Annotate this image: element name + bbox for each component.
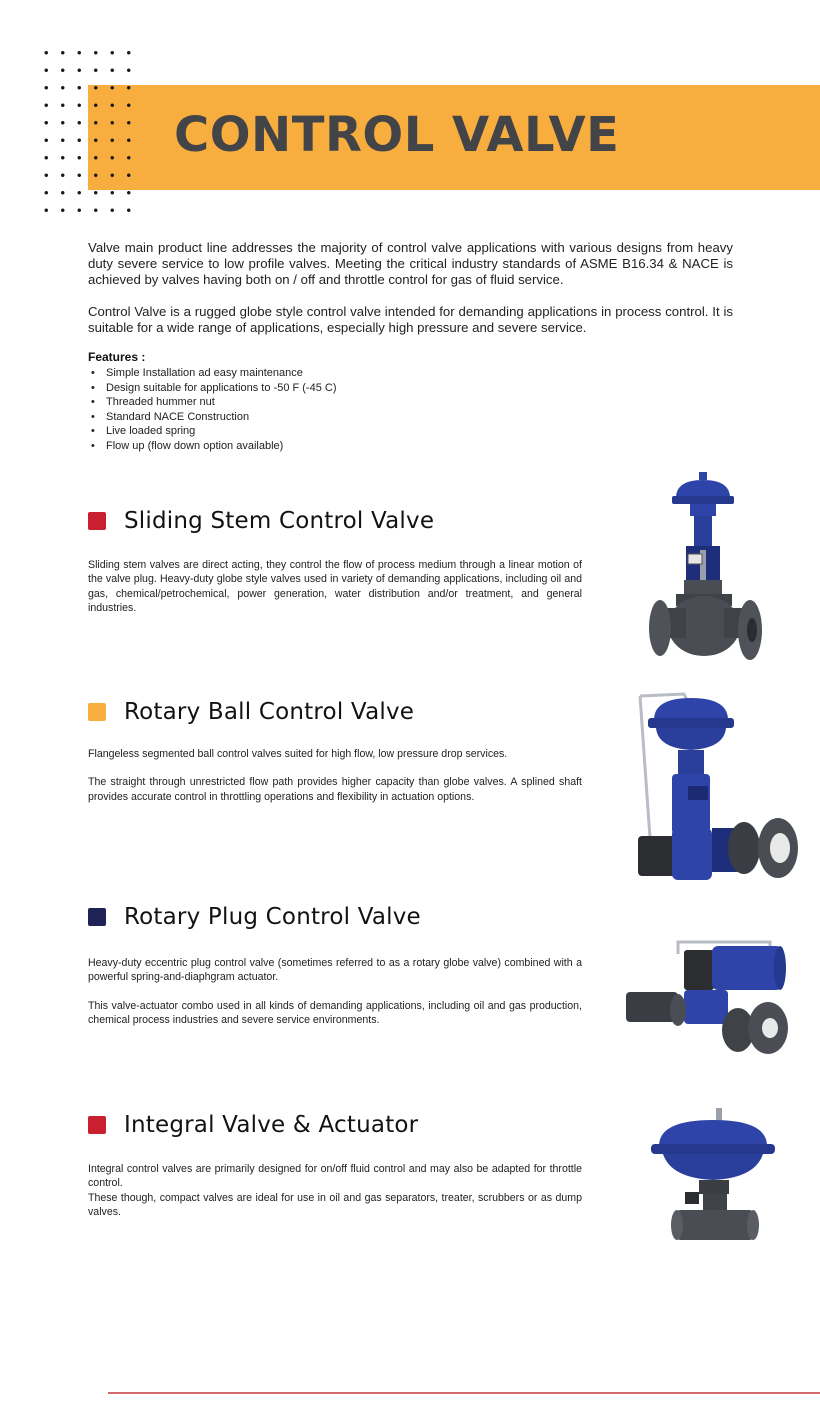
- section-text: Integral control valves are primarily designed for on/off fluid control and may also be adapted for throttle control.: [88, 1163, 582, 1190]
- feature-item: • Standard NACE Construction: [88, 410, 337, 425]
- section-marker: [88, 1116, 106, 1134]
- intro-paragraph-2: Control Valve is a rugged globe style control valve intended for demanding applications in process control. It is suitable for a wide range of applications, especially high pressure and severe service.: [88, 304, 733, 335]
- dot-grid-decoration: [38, 44, 142, 224]
- feature-item: • Threaded hummer nut: [88, 395, 337, 410]
- rotary-plug-valve-image: [620, 938, 790, 1058]
- section-marker: [88, 703, 106, 721]
- section-sliding-stem: [88, 506, 582, 616]
- section-integral-valve: [88, 1110, 582, 1220]
- section-text: The straight through unrestricted flow path provides higher capacity than globe valves. A splined shaft provides accurate control in throttling operations and flexibility in actuation options.: [88, 776, 582, 803]
- section-marker: [88, 908, 106, 926]
- section-rotary-plug: [88, 902, 582, 1028]
- section-text: This valve-actuator combo used in all kinds of demanding applications, including oil and gas production, chemical process industries and severe service environments.: [88, 999, 582, 1027]
- section-title: Integral Valve & Actuator: [124, 1112, 419, 1138]
- title-banner: [88, 85, 820, 190]
- features-title: Features :: [88, 350, 146, 364]
- feature-item: • Live loaded spring: [88, 424, 337, 439]
- section-text: Heavy-duty eccentric plug control valve (sometimes referred to as a rotary globe valve) combined with a powerful spring-and-diaphgram actuator.: [88, 957, 582, 984]
- footer-divider: [108, 1392, 820, 1394]
- features-list: [88, 366, 337, 454]
- feature-item: • Simple Installation ad easy maintenance: [88, 366, 337, 381]
- feature-item: • Flow up (flow down option available): [88, 439, 337, 454]
- section-text: Sliding stem valves are direct acting, they control the flow of process medium through a linear motion of the valve plug. Heavy-duty globe style valves used in variety of demanding applications, including oil and gas, chemical/petrochemical, power generation, water distribution and/or treatment, and general industries.: [88, 559, 582, 615]
- section-title: Rotary Ball Control Valve: [124, 699, 415, 725]
- feature-item: • Design suitable for applications to -50 F (-45 C): [88, 381, 337, 396]
- section-title: Rotary Plug Control Valve: [124, 904, 421, 930]
- section-marker: [88, 512, 106, 530]
- sliding-stem-valve-image: [640, 470, 770, 665]
- section-text: These though, compact valves are ideal for use in oil and gas separators, treater, scrubbers or as dump valves.: [88, 1191, 582, 1219]
- section-title: Sliding Stem Control Valve: [124, 508, 435, 534]
- integral-valve-image: [645, 1106, 775, 1246]
- intro-paragraph-1: Valve main product line addresses the majority of control valve applications with various designs from heavy duty severe service to low profile valves. Meeting the critical industry standards of ASME B16.34 & NACE is achieved by valves having both on / off and throttle control for gas of fluid service.: [88, 240, 733, 287]
- section-text: Flangeless segmented ball control valves suited for high flow, low pressure drop services.: [88, 748, 508, 760]
- section-rotary-ball: [88, 697, 582, 804]
- page-title: CONTROL VALVE: [174, 107, 620, 163]
- rotary-ball-valve-image: [628, 688, 803, 888]
